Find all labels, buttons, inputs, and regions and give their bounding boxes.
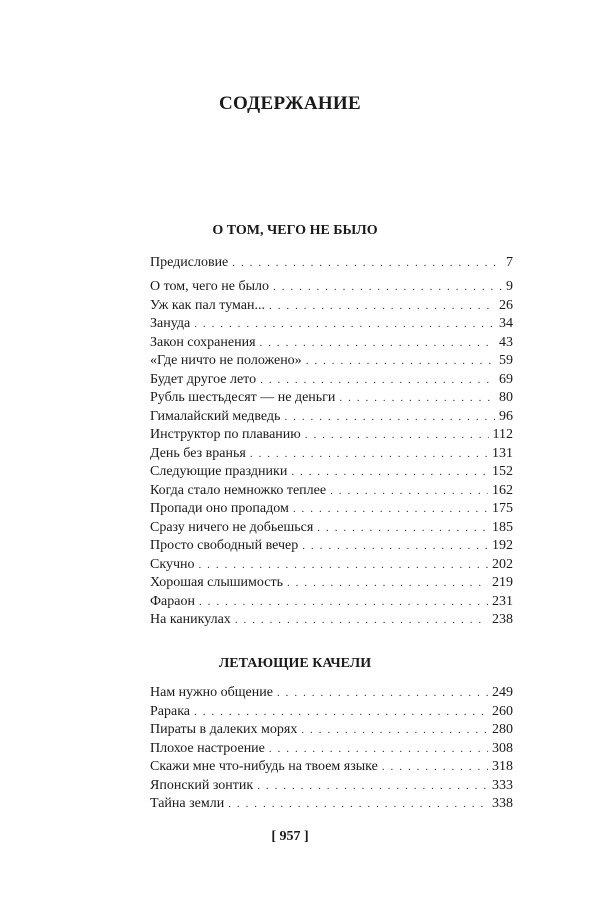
toc-entry-title: Плохое настроение: [150, 740, 265, 756]
toc-entry-title: Хорошая слышимость: [150, 575, 283, 590]
toc-entry-page: 162: [492, 482, 513, 498]
toc-entry-page: 260: [492, 703, 513, 719]
toc-entry: [150, 777, 513, 796]
dot-leader: [194, 315, 495, 334]
toc-entry-title: Пропади оно пропадом: [150, 501, 289, 516]
toc-entry-title: Тайна земли: [150, 796, 225, 811]
toc-entry-page: 43: [499, 334, 513, 350]
section-title-1: О ТОМ, ЧЕГО НЕ БЫЛО: [212, 223, 378, 238]
toc-entry: [150, 795, 513, 814]
toc-entry-title: Инструктор по плаванию: [150, 427, 301, 442]
toc-entry-page: 59: [499, 353, 513, 368]
toc-entry-page: 318: [492, 759, 513, 774]
toc-entry-title: Следующие праздники: [150, 464, 288, 479]
toc-entry-title: Зануда: [150, 316, 191, 331]
toc-entry: [150, 297, 513, 316]
toc-entry-page: 96: [499, 408, 513, 424]
toc-entry-page: 7: [506, 255, 513, 270]
dot-leader: [228, 795, 488, 814]
toc-entry-page: 112: [492, 427, 513, 442]
dot-leader: [260, 334, 495, 353]
toc-entry-title: Скучно: [150, 556, 195, 572]
dot-leader: [260, 371, 495, 390]
toc-entry: [150, 334, 513, 353]
toc-entry-page: 69: [499, 371, 513, 387]
dot-leader: [199, 593, 488, 612]
toc-entry-title: Сразу ничего не добьешься: [150, 519, 314, 535]
toc-entry-page: 280: [492, 722, 513, 737]
toc-entry-title: На каникулах: [150, 612, 231, 627]
toc-entry-title: Когда стало немножко теплее: [150, 482, 327, 498]
toc-entry: [150, 352, 513, 371]
toc-entry-title: Просто свободный вечер: [150, 538, 299, 553]
toc-list-section-1: [150, 278, 513, 630]
toc-entry-page: 26: [499, 297, 513, 313]
toc-entry: [150, 740, 513, 759]
dot-leader: [250, 445, 488, 464]
toc-entry-page: 338: [492, 796, 513, 811]
toc-entry-page: 9: [506, 279, 513, 294]
toc-entry: [150, 389, 513, 408]
toc-entry: [150, 593, 513, 612]
toc-entry-page: 34: [499, 316, 513, 331]
toc-entry-title: Уж как пал туман...: [150, 297, 265, 313]
toc-entry: [150, 482, 513, 501]
dot-leader: [269, 297, 495, 316]
toc-entry-title: Рубль шестьдесят — не деньги: [150, 390, 336, 405]
section-title-2: ЛЕТАЮЩИЕ КАЧЕЛИ: [218, 656, 372, 671]
toc-entry-page: 238: [492, 612, 513, 627]
toc-entry: [150, 684, 513, 703]
toc-entry: [150, 703, 513, 722]
toc-entry: [150, 500, 513, 519]
toc-entry: [150, 445, 513, 464]
toc-entry-title: «Где ничто не положено»: [150, 353, 302, 368]
dot-leader: [317, 519, 488, 538]
toc-entry: [150, 758, 513, 777]
toc-entry-page: 185: [492, 519, 513, 535]
toc-entry-page: 192: [492, 538, 513, 553]
toc-entry-page: 80: [499, 390, 513, 405]
toc-entry: [150, 537, 513, 556]
toc-entry-page: 152: [492, 464, 513, 479]
toc-entry: [150, 408, 513, 427]
toc-entry-title: Закон сохранения: [150, 334, 256, 350]
toc-entry: [150, 278, 513, 297]
dot-leader: [302, 537, 488, 556]
toc-entry: [150, 556, 513, 575]
toc-entry-title: Японский зонтик: [150, 777, 254, 793]
dot-leader: [235, 611, 488, 630]
dot-leader: [301, 721, 488, 740]
page-number: [ 957 ]: [271, 829, 309, 844]
toc-entry-title: Нам нужно общение: [150, 685, 273, 700]
dot-leader: [232, 254, 502, 273]
preface-list: [150, 254, 513, 273]
toc-entry-page: 131: [492, 445, 513, 461]
toc-entry: [150, 519, 513, 538]
toc-entry-page: 219: [492, 575, 513, 590]
toc-entry-title: Пираты в далеких морях: [150, 722, 298, 737]
dot-leader: [306, 352, 495, 371]
page-title: СОДЕРЖАНИЕ: [219, 93, 361, 114]
toc-entry-page: 175: [492, 501, 513, 516]
dot-leader: [382, 758, 488, 777]
toc-entry: [150, 315, 513, 334]
toc-entry-page: 333: [492, 777, 513, 793]
dot-leader: [339, 389, 495, 408]
toc-entry-title: Рарака: [150, 703, 191, 719]
dot-leader: [194, 703, 488, 722]
dot-leader: [277, 684, 488, 703]
toc-entry-title: Скажи мне что-нибудь на твоем языке: [150, 759, 378, 774]
toc-entry-preface: [150, 254, 513, 273]
toc-entry: [150, 721, 513, 740]
toc-entry: [150, 463, 513, 482]
dot-leader: [330, 482, 488, 501]
toc-entry: [150, 611, 513, 630]
toc-entry-title: День без вранья: [150, 445, 246, 461]
toc-entry-title: Гималайский медведь: [150, 408, 281, 424]
toc-entry: [150, 426, 513, 445]
toc-entry-title: Предисловие: [150, 255, 229, 270]
toc-entry-title: Фараон: [150, 593, 195, 609]
toc-entry: [150, 574, 513, 593]
dot-leader: [257, 777, 488, 796]
toc-entry-page: 249: [492, 685, 513, 700]
dot-leader: [198, 556, 488, 575]
toc-list-section-2: [150, 684, 513, 814]
toc-entry-page: 202: [492, 556, 513, 572]
toc-entry-page: 231: [492, 593, 513, 609]
dot-leader: [269, 740, 488, 759]
dot-leader: [293, 500, 488, 519]
toc-entry-page: 308: [492, 740, 513, 756]
dot-leader: [287, 574, 488, 593]
toc-entry: [150, 371, 513, 390]
dot-leader: [273, 278, 502, 297]
dot-leader: [305, 426, 489, 445]
toc-entry-title: Будет другое лето: [150, 371, 257, 387]
dot-leader: [291, 463, 488, 482]
toc-entry-title: О том, чего не было: [150, 279, 270, 294]
dot-leader: [284, 408, 495, 427]
